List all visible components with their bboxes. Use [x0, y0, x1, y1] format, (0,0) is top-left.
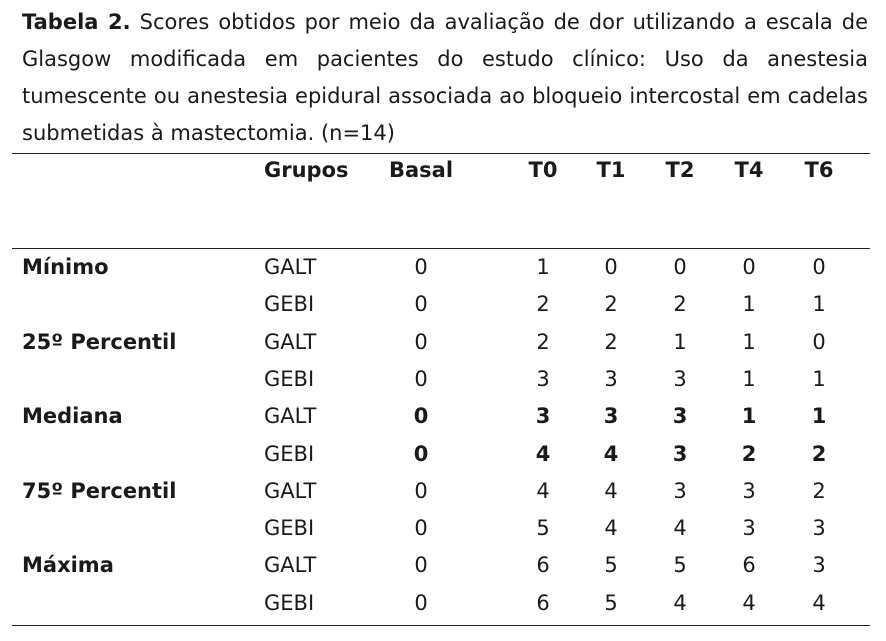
value-cell: 0 — [413, 404, 429, 429]
value-cell: 6 — [742, 553, 756, 578]
value-cell: 5 — [604, 553, 618, 578]
caption-text: Scores obtidos por meio da avaliação de dor utilizando a escala de Glasgow modificada em pacientes do estudo clínico: Uso da anestesia tumescente ou anestesia epidural associada ao bloqueio intercostal em cadelas submetidas à mastectomia. (n=14) — [22, 10, 868, 145]
value-cell: 1 — [811, 404, 827, 429]
value-cell: 1 — [812, 292, 826, 317]
value-cell: 0 — [414, 590, 428, 615]
header-t2: T2 — [665, 158, 695, 182]
value-cell: 5 — [604, 590, 618, 615]
value-cell: 0 — [812, 255, 826, 279]
value-cell: 4 — [603, 441, 619, 466]
group-cell: GEBI — [264, 441, 315, 466]
group-cell: GALT — [264, 478, 317, 503]
table-top-rule — [12, 153, 870, 154]
group-cell: GALT — [264, 553, 317, 578]
header-basal: Basal — [388, 158, 454, 182]
group-cell: GEBI — [264, 590, 315, 615]
value-cell: 1 — [742, 366, 756, 391]
value-cell: 2 — [812, 478, 826, 503]
table-caption — [22, 4, 868, 152]
value-cell: 3 — [603, 404, 619, 429]
value-cell: 0 — [414, 553, 428, 578]
value-cell: 4 — [742, 590, 756, 615]
value-cell: 2 — [536, 292, 550, 317]
group-cell: GEBI — [264, 366, 315, 391]
row-label: 25º Percentil — [22, 329, 177, 354]
value-cell: 3 — [672, 404, 688, 429]
caption-label: Tabela 2. — [22, 10, 131, 34]
row-label: 75º Percentil — [22, 478, 177, 503]
value-cell: 3 — [742, 478, 756, 503]
table-header-rule — [12, 248, 870, 249]
value-cell: 4 — [535, 441, 551, 466]
value-cell: 0 — [812, 329, 826, 354]
value-cell: 5 — [673, 553, 687, 578]
header-t1: T1 — [596, 158, 626, 182]
group-cell: GEBI — [264, 292, 315, 317]
header-t4: T4 — [734, 158, 764, 182]
value-cell: 3 — [673, 478, 687, 503]
value-cell: 1 — [742, 329, 756, 354]
value-cell: 0 — [673, 255, 687, 279]
value-cell: 6 — [536, 553, 550, 578]
value-cell: 3 — [673, 366, 687, 391]
value-cell: 1 — [741, 404, 757, 429]
row-label: Mínimo — [22, 255, 109, 279]
value-cell: 4 — [673, 590, 687, 615]
value-cell: 3 — [604, 366, 618, 391]
group-cell: GEBI — [264, 516, 315, 541]
value-cell: 2 — [673, 292, 687, 317]
value-cell: 0 — [414, 478, 428, 503]
value-cell: 0 — [414, 366, 428, 391]
header-t0: T0 — [528, 158, 558, 182]
value-cell: 2 — [741, 441, 757, 466]
group-cell: GALT — [264, 255, 317, 279]
value-cell: 1 — [673, 329, 687, 354]
header-grupos: Grupos — [264, 158, 349, 182]
value-cell: 4 — [673, 516, 687, 541]
value-cell: 1 — [812, 366, 826, 391]
value-cell: 4 — [604, 516, 618, 541]
value-cell: 3 — [742, 516, 756, 541]
value-cell: 3 — [536, 366, 550, 391]
value-cell: 0 — [742, 255, 756, 279]
header-t6: T6 — [804, 158, 834, 182]
value-cell: 2 — [604, 292, 618, 317]
value-cell: 2 — [536, 329, 550, 354]
value-cell: 5 — [536, 516, 550, 541]
value-cell: 0 — [414, 329, 428, 354]
value-cell: 0 — [414, 255, 428, 279]
value-cell: 2 — [604, 329, 618, 354]
value-cell: 3 — [812, 553, 826, 578]
value-cell: 0 — [414, 292, 428, 317]
group-cell: GALT — [264, 329, 317, 354]
value-cell: 3 — [672, 441, 688, 466]
row-label: Mediana — [22, 404, 123, 429]
table-bottom-rule — [12, 625, 870, 626]
value-cell: 0 — [413, 441, 429, 466]
value-cell: 4 — [812, 590, 826, 615]
value-cell: 4 — [536, 478, 550, 503]
value-cell: 2 — [811, 441, 827, 466]
value-cell: 1 — [742, 292, 756, 317]
value-cell: 4 — [604, 478, 618, 503]
value-cell: 1 — [536, 255, 550, 279]
row-label: Máxima — [22, 553, 114, 578]
value-cell: 6 — [536, 590, 550, 615]
value-cell: 3 — [812, 516, 826, 541]
value-cell: 0 — [414, 516, 428, 541]
value-cell: 3 — [535, 404, 551, 429]
group-cell: GALT — [264, 404, 317, 429]
value-cell: 0 — [604, 255, 618, 279]
